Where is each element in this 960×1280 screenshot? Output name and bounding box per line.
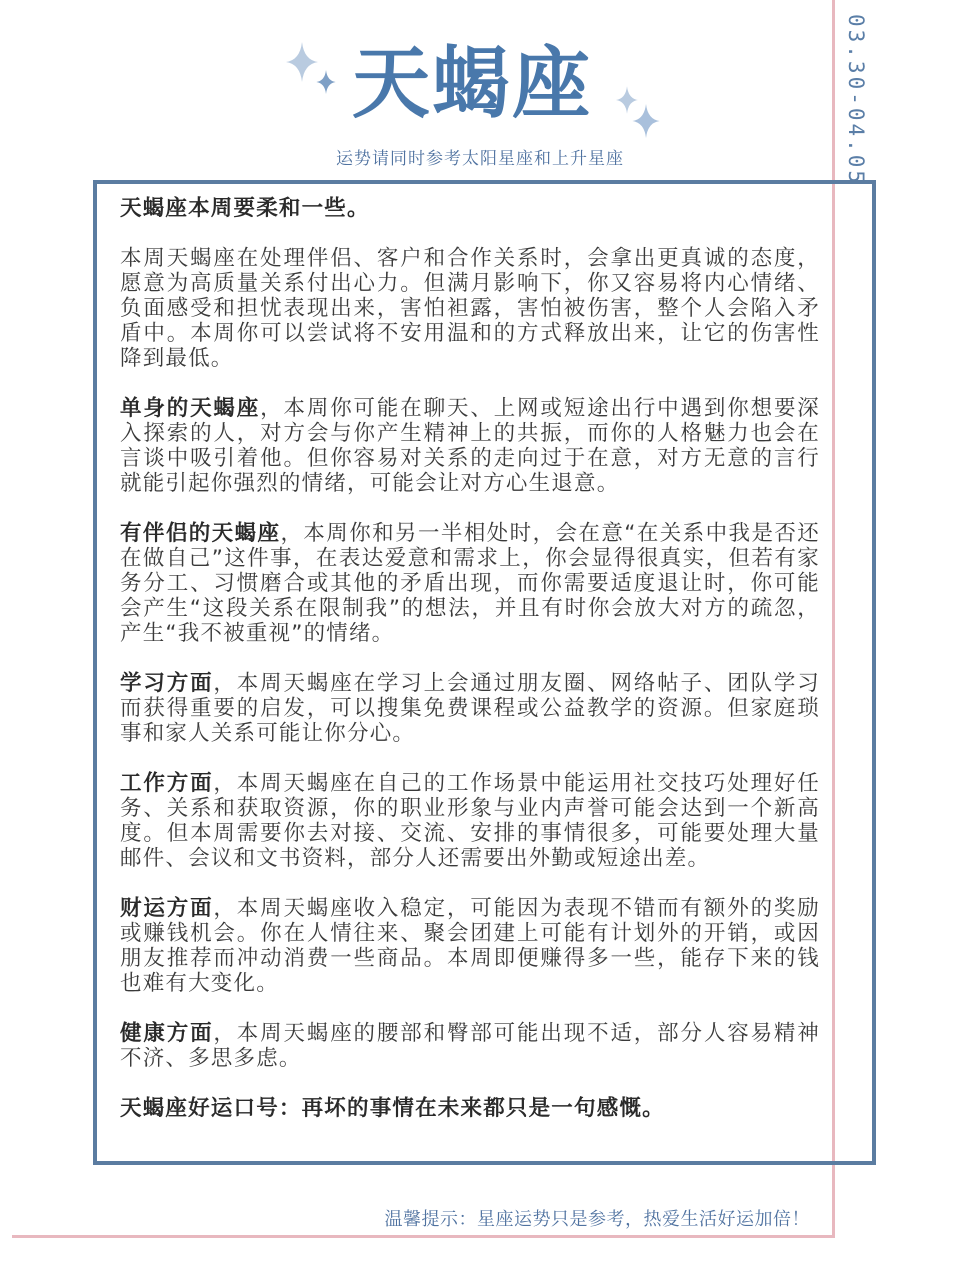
health-label: 健康方面 — [120, 1021, 214, 1046]
intro-paragraph: 本周天蝎座在处理伴侣、客户和合作关系时，会拿出更真诚的态度，愿意为高质量关系付出心力。但满月影响下，你又容易将内心情绪、负面感受和担忧表现出来，害怕袒露，害怕被伤害，整个人会陷入矛盾中。本周你可以尝试将不安用温和的方式释放出来，让它的伤害性降到最低。 — [120, 246, 820, 371]
subtitle: 运势请同时参考太阳星座和上升星座 — [336, 149, 624, 169]
page-title: 天蝎座 — [352, 39, 593, 129]
single-label: 单身的天蝎座 — [120, 396, 261, 421]
date-range: 03.30-04.05 — [844, 14, 868, 187]
slogan: 天蝎座好运口号：再坏的事情在未来都只是一句感慨。 — [120, 1096, 665, 1121]
work-label: 工作方面 — [120, 771, 214, 796]
sparkle-star-icon — [286, 42, 318, 82]
sparkle-star-icon — [632, 104, 660, 138]
single-paragraph: 单身的天蝎座，本周你可能在聊天、上网或短途出行中遇到你想要深入探索的人，对方会与你产生精神上的共振，而你的人格魅力也会在言谈中吸引着他。但你容易对关系的走向过于在意，对方无意的言行就能引起你强烈的情绪，可能会让对方心生退意。 — [120, 396, 820, 496]
horoscope-content — [120, 196, 820, 1146]
footer-tip: 温馨提示：星座运势只是参考，热爱生活好运加倍！ — [384, 1209, 810, 1230]
money-label: 财运方面 — [120, 896, 214, 921]
headline: 天蝎座本周要柔和一些。 — [120, 196, 370, 221]
study-paragraph: 学习方面，本周天蝎座在学习上会通过朋友圈、网络帖子、团队学习而获得重要的启发，可以搜集免费课程或公益教学的资源。但家庭琐事和家人关系可能让你分心。 — [120, 671, 820, 746]
partner-label: 有伴侣的天蝎座 — [120, 521, 281, 546]
pink-frame-line-horizontal — [12, 1235, 835, 1238]
money-paragraph: 财运方面，本周天蝎座收入稳定，可能因为表现不错而有额外的奖励或赚钱机会。你在人情往来、聚会团建上可能有计划外的开销，或因朋友推荐而冲动消费一些商品。本周即便赚得多一些，能存下来的钱也难有大变化。 — [120, 896, 820, 996]
sparkle-star-small-icon — [316, 70, 336, 94]
study-label: 学习方面 — [120, 671, 214, 696]
work-paragraph: 工作方面，本周天蝎座在自己的工作场景中能运用社交技巧处理好任务、关系和获取资源，你的职业形象与业内声誉可能会达到一个新高度。但本周需要你去对接、交流、安排的事情很多，可能要处理大量邮件、会议和文书资料，部分人还需要出外勤或短途出差。 — [120, 771, 820, 871]
health-paragraph: 健康方面，本周天蝎座的腰部和臀部可能出现不适，部分人容易精神不济、多思多虑。 — [120, 1021, 820, 1071]
partner-paragraph: 有伴侣的天蝎座，本周你和另一半相处时，会在意“在关系中我是否还在做自己”这件事，在表达爱意和需求上，你会显得很真实，但若有家务分工、习惯磨合或其他的矛盾出现，而你需要适度退让时，你可能会产生“这段关系在限制我”的想法，并且有时你会放大对方的疏忽，产生“我不被重视”的情绪。 — [120, 521, 820, 646]
